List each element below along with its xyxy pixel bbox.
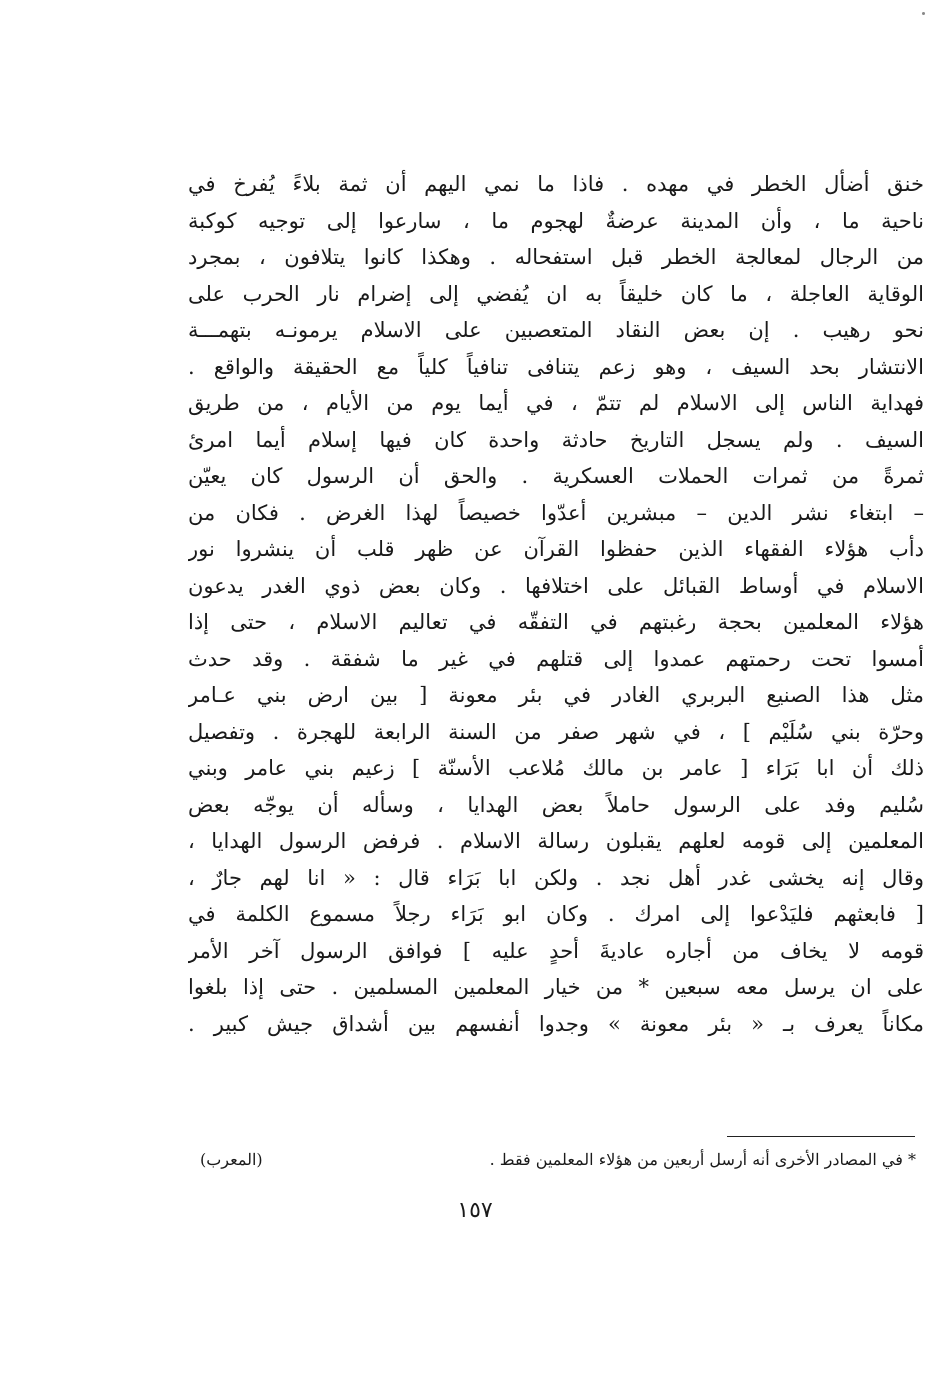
- body-line: على ان يرسل معه سبعين * من خيار المعلمين المسلمين . حتى إذا بلغوا: [188, 975, 924, 999]
- footnote-separator: [727, 1136, 915, 1137]
- body-line: خنق أضأل الخطر في مهده . فاذا ما نمي اليهم أن ثمة بلاءً يُفرخ في: [188, 172, 924, 196]
- body-line: الوقاية العاجلة ، ما كان خليقاً به ان يُفضي إلى إضرام نار الحرب على: [188, 281, 924, 306]
- body-line: المعلمين إلى قومه لعلهم يقبلون رسالة الاسلام . فرفض الرسول الهدايا ،: [188, 829, 924, 853]
- page-number: ١٥٧: [457, 1198, 493, 1223]
- body-line: ناحية ما ، وأن المدينة عرضةٌ لهجوم ما ، سارعوا إلى توجيه كوكبة: [188, 208, 924, 233]
- footnote: [200, 1146, 916, 1174]
- body-line: أمسوا تحت رحمتهم عمدوا إلى قتلهم في غير ما شفقة . وقد حدث: [188, 646, 924, 671]
- body-line: وقال إنه يخشى غدر أهل نجد . ولكن ابا بَرَاء قال : « انا لهم جارٌ ،: [188, 865, 924, 890]
- body-line: نحو رهيب . إن بعض النقاد المتعصبين على الاسلام يرمونـه بتهمـــة: [188, 318, 924, 342]
- body-line: السيف . ولم يسجل التاريخ حادثة واحدة كان فيها إسلام أيما امرئ: [188, 427, 924, 452]
- body-text: [188, 166, 924, 1042]
- body-line: – ابتغاء نشر الدين – مبشرين أعدّوا خصيصاً لهذا الغرض . فكان من: [188, 500, 924, 525]
- body-line: سُليم وفد على الرسول حاملاً بعض الهدايا ، وسأله أن يوجّه بعض: [188, 792, 924, 817]
- scan-speck: [922, 12, 925, 15]
- body-line: مكاناً يعرف بـ « بئر معونة » وجدوا أنفسهم بين أشداق جيش كبير .: [188, 1011, 924, 1036]
- body-line: ذلك أن ابا بَرَاء [ عامر بن مالك مُلاعب الأسنّة ] زعيم بني عامر وبني: [188, 756, 924, 780]
- body-line: [ فابعثهم فليَدْعوا إلى امرك . وكان ابو بَرَاء رجلاً مسموع الكلمة في: [188, 902, 924, 926]
- body-line: الاسلام في أوساط القبائل على اختلافها . وكان بعض ذوي الغدر يدعون: [188, 573, 924, 598]
- footnote-text: * في المصادر الأخرى أنه أرسل أربعين من هؤلاء المعلمين فقط .: [489, 1150, 916, 1169]
- footnote-attribution: (المعرب): [200, 1150, 263, 1169]
- body-line: مثل هذا الصنيع البربري الغادر في بئر معونة [ بين ارض بني عـامر: [188, 683, 924, 707]
- body-line: هؤلاء المعلمين بحجة رغبتهم في التفقّه في تعاليم الاسلام ، حتى إذا: [188, 610, 924, 634]
- body-line: فهداية الناس إلى الاسلام لم تتمّ ، في أيما يوم من الأيام ، من طريق: [188, 391, 924, 415]
- body-line: دأب هؤلاء الفقهاء الذين حفظوا القرآن عن ظهر قلب أن ينشروا نور: [188, 537, 924, 561]
- body-line: قومه لا يخاف من أجاره عاديةَ أحدٍ عليه ] فوافق الرسول آخر الأمر: [188, 938, 924, 963]
- body-line: الانتشار بحد السيف ، وهو زعم يتنافى تنافياً كلياً مع الحقيقة والواقع .: [188, 354, 924, 379]
- body-line: وحرّة بني سُلَيْم ] ، في شهر صفر من السنة الرابعة للهجرة . وتفصيل: [188, 719, 924, 744]
- body-line: ثمرةً من ثمرات الحملات العسكرية . والحق أن الرسول كان يعيّن: [188, 464, 924, 488]
- body-line: من الرجال لمعالجة الخطر قبل استفحاله . وهكذا كانوا يتلافون ، بمجرد: [188, 245, 924, 269]
